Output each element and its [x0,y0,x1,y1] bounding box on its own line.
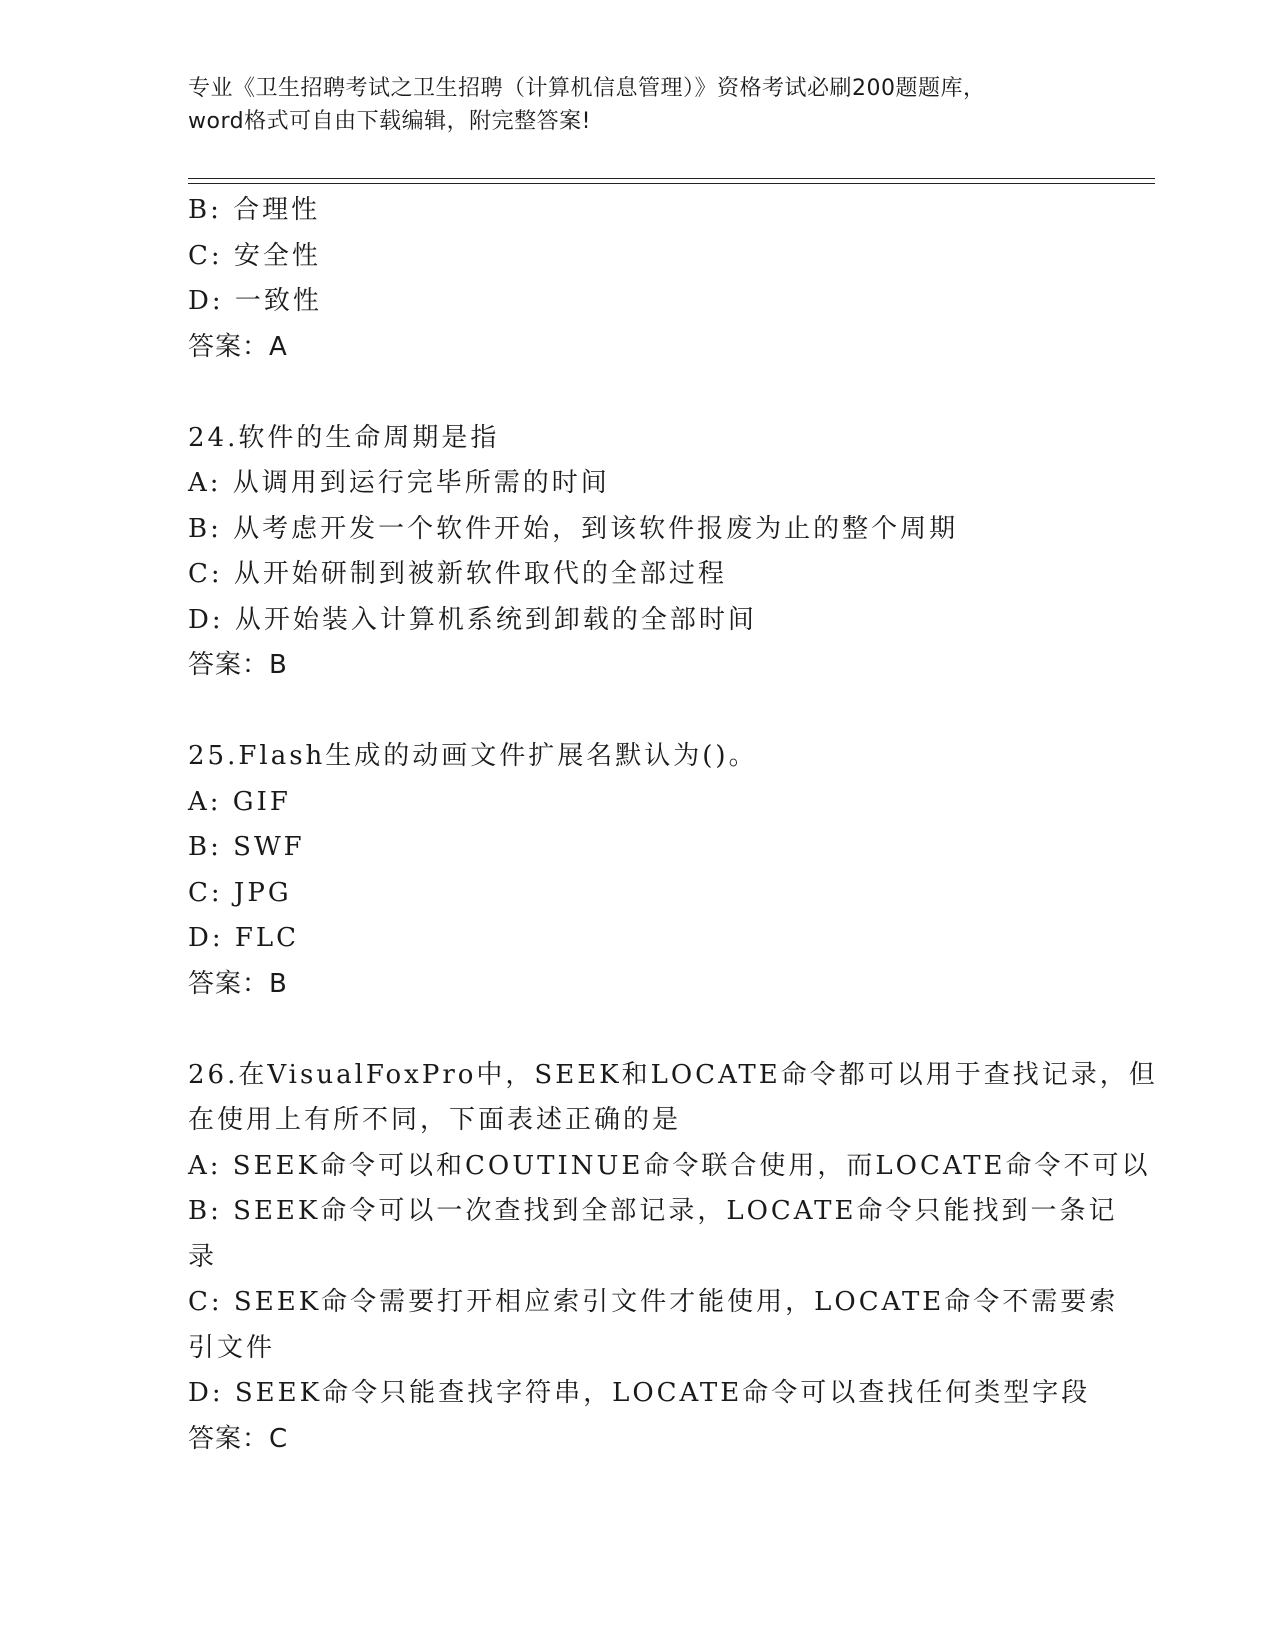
header-rule-top [188,178,1155,179]
option-c: C: 从开始研制到被新软件取代的全部过程 [188,559,727,589]
answer-line: 答案：C [188,1423,289,1454]
answer-line: 答案：B [188,650,288,680]
option-c: C: 安全性 [188,240,321,271]
option-b: B: SEEK命令可以一次查找到全部记录，LOCATE命令只能找到一条记 [188,1196,1118,1226]
option-c: C: SEEK命令需要打开相应索引文件才能使用，LOCATE命令不需要索 [188,1287,1119,1317]
question-23-tail [188,188,1088,370]
option-b: B: SWF [188,832,305,862]
option-d: D: SEEK命令只能查找字符串，LOCATE命令可以查找任何类型字段 [188,1378,1091,1408]
header-line-1: 专业《卫生招聘考试之卫生招聘（计算机信息管理）》资格考试必刷200题题库， [188,76,986,101]
option-d: D: FLC [188,923,300,953]
option-a: A: GIF [188,786,291,817]
option-b-continued: 录 [188,1241,218,1272]
option-d: D: 一致性 [188,286,322,316]
answer-line: 答案：B [188,968,288,999]
question-gap [188,1007,1088,1053]
header-rule-bottom [188,183,1155,184]
question-gap [188,689,1088,735]
question-content [188,188,1158,1462]
header-line-2: word格式可自由下载编辑，附完整答案! [188,109,591,134]
document-header [188,72,1088,138]
option-a: A: 从调用到运行完毕所需的时间 [188,468,610,498]
question-26 [188,1053,1158,1463]
question-text: 24.软件的生命周期是指 [188,422,500,453]
question-text: 25.Flash生成的动画文件扩展名默认为()。 [188,741,758,771]
option-a: A: SEEK命令可以和COUTINUE命令联合使用，而LOCATE命令不可以 [188,1150,1151,1181]
question-24 [188,416,1088,689]
option-b: B: 从考虑开发一个软件开始，到该软件报废为止的整个周期 [188,513,959,544]
question-gap [188,370,1088,416]
option-d: D: 从开始装入计算机系统到卸载的全部时间 [188,604,757,635]
option-b: B: 合理性 [188,195,321,225]
question-text-line-1: 26.在VisualFoxPro中，SEEK和LOCATE命令都可以用于查找记录，但 [188,1059,1158,1090]
answer-line: 答案：A [188,331,288,362]
option-c-continued: 引文件 [188,1332,276,1363]
question-text-line-2: 在使用上有所不同，下面表述正确的是 [188,1105,682,1135]
question-25 [188,734,1088,1007]
option-c: C: JPG [188,877,292,908]
